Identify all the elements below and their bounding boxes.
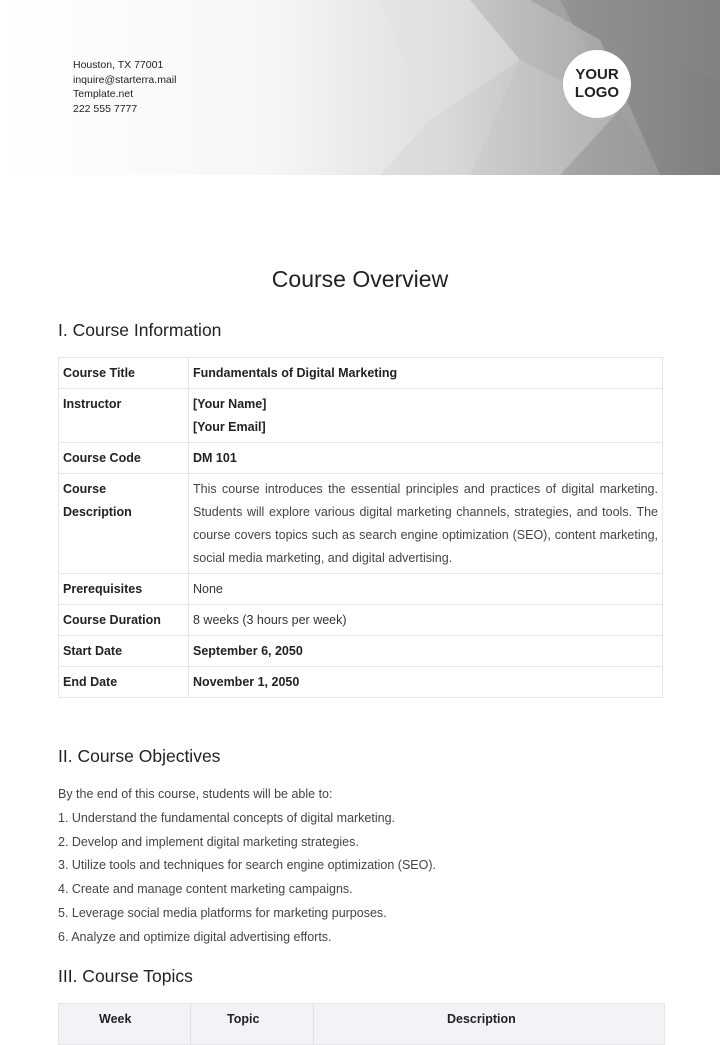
contact-address: Houston, TX 77001 (73, 59, 164, 71)
row-label: Instructor (59, 389, 189, 443)
table-row (59, 474, 663, 574)
row-value: Fundamentals of Digital Marketing (189, 358, 663, 389)
table-row (59, 358, 663, 389)
row-label: Course Duration (59, 605, 189, 636)
list-item: 1. Understand the fundamental concepts of digital marketing. (58, 810, 396, 825)
objectives-list (58, 783, 436, 950)
column-header-topic: Topic (227, 1012, 260, 1026)
row-value: 8 weeks (3 hours per week) (189, 605, 663, 636)
table-row (59, 667, 663, 698)
row-label: Start Date (59, 636, 189, 667)
header-banner (0, 0, 720, 175)
course-description: This course introduces the essential principles and practices of digital marketing. Students will explore various digital marketing channels, strategies, and tools. The course covers topics such as search engine optimization (SEO), content marketing, social media marketing, and digital advertising. (189, 474, 663, 574)
company-logo (563, 50, 631, 118)
list-item: 4. Create and manage content marketing campaigns. (58, 882, 353, 897)
row-value (189, 389, 663, 443)
column-header-week: Week (99, 1012, 132, 1026)
section-heading-course-information: I. Course Information (58, 320, 222, 340)
table-row (59, 443, 663, 474)
row-label: Course Code (59, 443, 189, 474)
objectives-intro: By the end of this course, students will be able to: (58, 787, 333, 801)
instructor-email: [Your Email] (193, 420, 266, 434)
contact-website: Template.net (73, 88, 134, 100)
list-item: 5. Leverage social media platforms for marketing purposes. (58, 905, 387, 920)
table-row (59, 605, 663, 636)
list-item: 3. Utilize tools and techniques for search engine optimization (SEO). (58, 858, 436, 873)
row-label: Prerequisites (59, 574, 189, 605)
column-divider (313, 1004, 314, 1044)
instructor-name: [Your Name] (193, 397, 267, 411)
list-item: 6. Analyze and optimize digital advertising efforts. (58, 929, 332, 944)
table-row (59, 574, 663, 605)
course-topics-table-header (58, 1003, 665, 1045)
contact-email: inquire@starterra.mail (73, 73, 177, 86)
column-header-description: Description (447, 1012, 516, 1026)
section-heading-course-topics: III. Course Topics (58, 966, 193, 986)
course-info-table (58, 357, 663, 698)
table-row (59, 636, 663, 667)
row-label (59, 474, 189, 574)
document-title: Course Overview (271, 266, 449, 292)
contact-phone: 222 555 7777 (73, 102, 138, 115)
row-label-line: Description (63, 505, 132, 519)
row-label: End Date (59, 667, 189, 698)
row-value: November 1, 2050 (189, 667, 663, 698)
row-value: DM 101 (189, 443, 663, 474)
section-heading-course-objectives: II. Course Objectives (58, 746, 221, 766)
row-value: September 6, 2050 (189, 636, 663, 667)
row-value: None (189, 574, 663, 605)
column-divider (190, 1004, 191, 1044)
row-label-line: Course (63, 482, 107, 496)
contact-block (73, 58, 176, 116)
logo-text: YOUR LOGO (574, 66, 620, 101)
list-item: 2. Develop and implement digital marketing strategies. (58, 834, 359, 849)
row-label: Course Title (59, 358, 189, 389)
table-row (59, 389, 663, 443)
